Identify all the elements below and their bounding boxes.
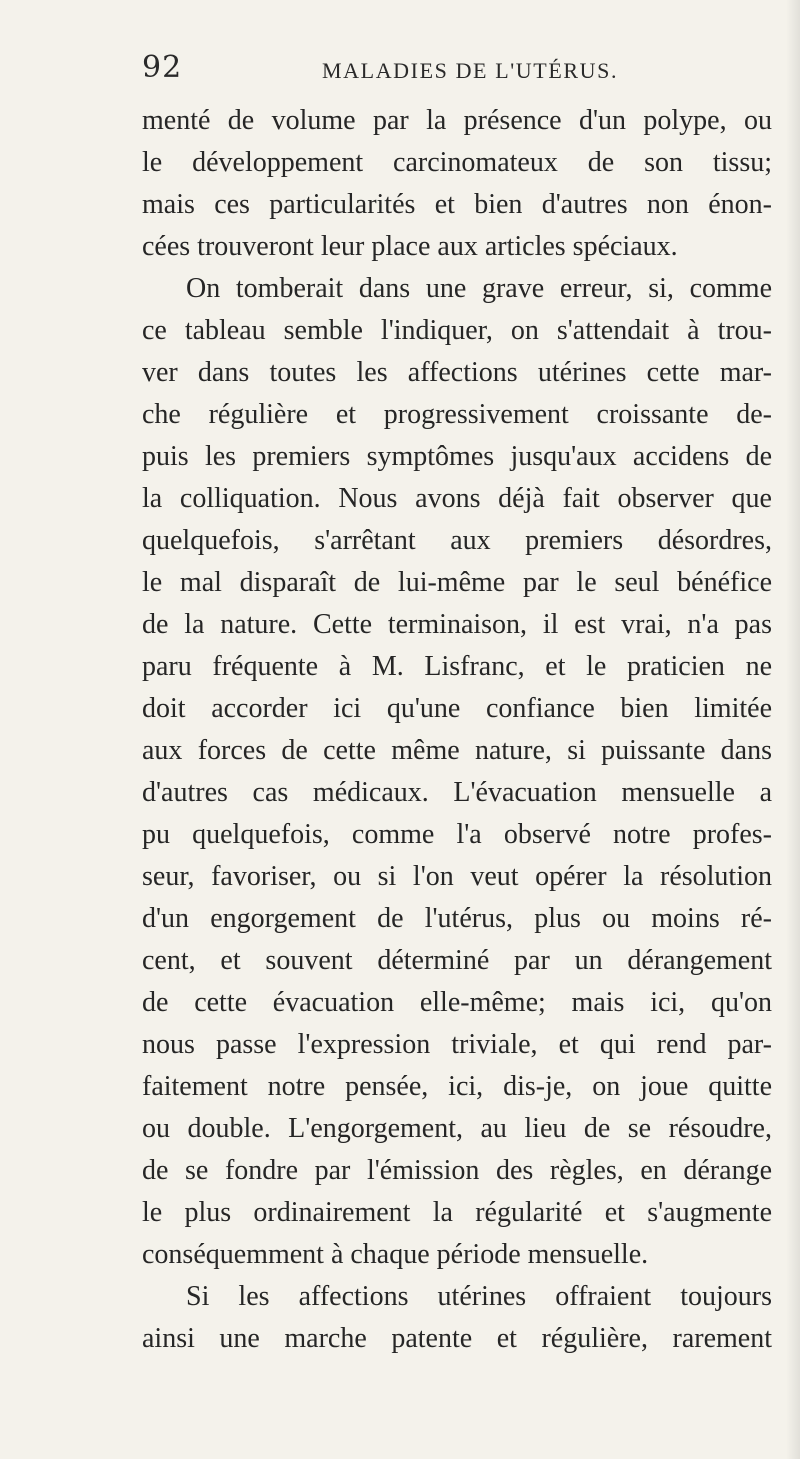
text-line: doit accorder ici qu'une confiance bien limitée [142, 693, 772, 724]
text-line: la colliquation. Nous avons déjà fait observer que [142, 483, 772, 514]
text-line: cées trouveront leur place aux articles spéciaux. [142, 231, 678, 262]
text-line: conséquemment à chaque période mensuelle. [142, 1239, 649, 1270]
text-line: ver dans toutes les affections utérines cette mar- [142, 357, 772, 388]
page-header [142, 50, 762, 94]
text-line: d'un engorgement de l'utérus, plus ou moins ré- [142, 903, 772, 934]
running-title: MALADIES DE L'UTÉRUS. [322, 58, 619, 83]
text-line: de cette évacuation elle-même; mais ici, qu'on [142, 987, 772, 1018]
text-line: ou double. L'engorgement, au lieu de se résoudre, [142, 1113, 772, 1144]
text-line: le plus ordinairement la régularité et s'augmente [142, 1197, 772, 1228]
text-line: On tomberait dans une grave erreur, si, comme [186, 273, 772, 304]
text-line: d'autres cas médicaux. L'évacuation mensuelle a [142, 777, 772, 808]
text-line: mais ces particularités et bien d'autres non énon- [142, 189, 772, 220]
text-line: de la nature. Cette terminaison, il est vrai, n'a pas [142, 609, 772, 640]
text-line: le développement carcinomateux de son tissu; [142, 147, 772, 178]
text-line: faitement notre pensée, ici, dis-je, on joue quitte [142, 1071, 772, 1102]
text-line: paru fréquente à M. Lisfranc, et le praticien ne [142, 651, 772, 682]
text-line: ce tableau semble l'indiquer, on s'attendait à trou- [142, 315, 772, 346]
text-line: seur, favoriser, ou si l'on veut opérer la résolution [142, 861, 772, 892]
text-line: pu quelquefois, comme l'a observé notre profes- [142, 819, 772, 850]
text-line: quelquefois, s'arrêtant aux premiers désordres, [142, 525, 772, 556]
text-line: nous passe l'expression triviale, et qui rend par- [142, 1029, 772, 1060]
text-line: cent, et souvent déterminé par un dérangement [142, 945, 772, 976]
text-line: menté de volume par la présence d'un polype, ou [142, 105, 772, 136]
text-line: aux forces de cette même nature, si puissante dans [142, 735, 772, 766]
text-line: Si les affections utérines offraient toujours [186, 1281, 772, 1312]
page-number: 92 [142, 50, 183, 85]
body-text [142, 100, 772, 1360]
text-line: ainsi une marche patente et régulière, rarement [142, 1323, 772, 1354]
text-line: de se fondre par l'émission des règles, en dérange [142, 1155, 772, 1186]
text-line: puis les premiers symptômes jusqu'aux accidens de [142, 441, 772, 472]
page-edge-shadow [786, 0, 800, 1459]
text-line: che régulière et progressivement croissante de- [142, 399, 772, 430]
text-line: le mal disparaît de lui-même par le seul bénéfice [142, 567, 772, 598]
